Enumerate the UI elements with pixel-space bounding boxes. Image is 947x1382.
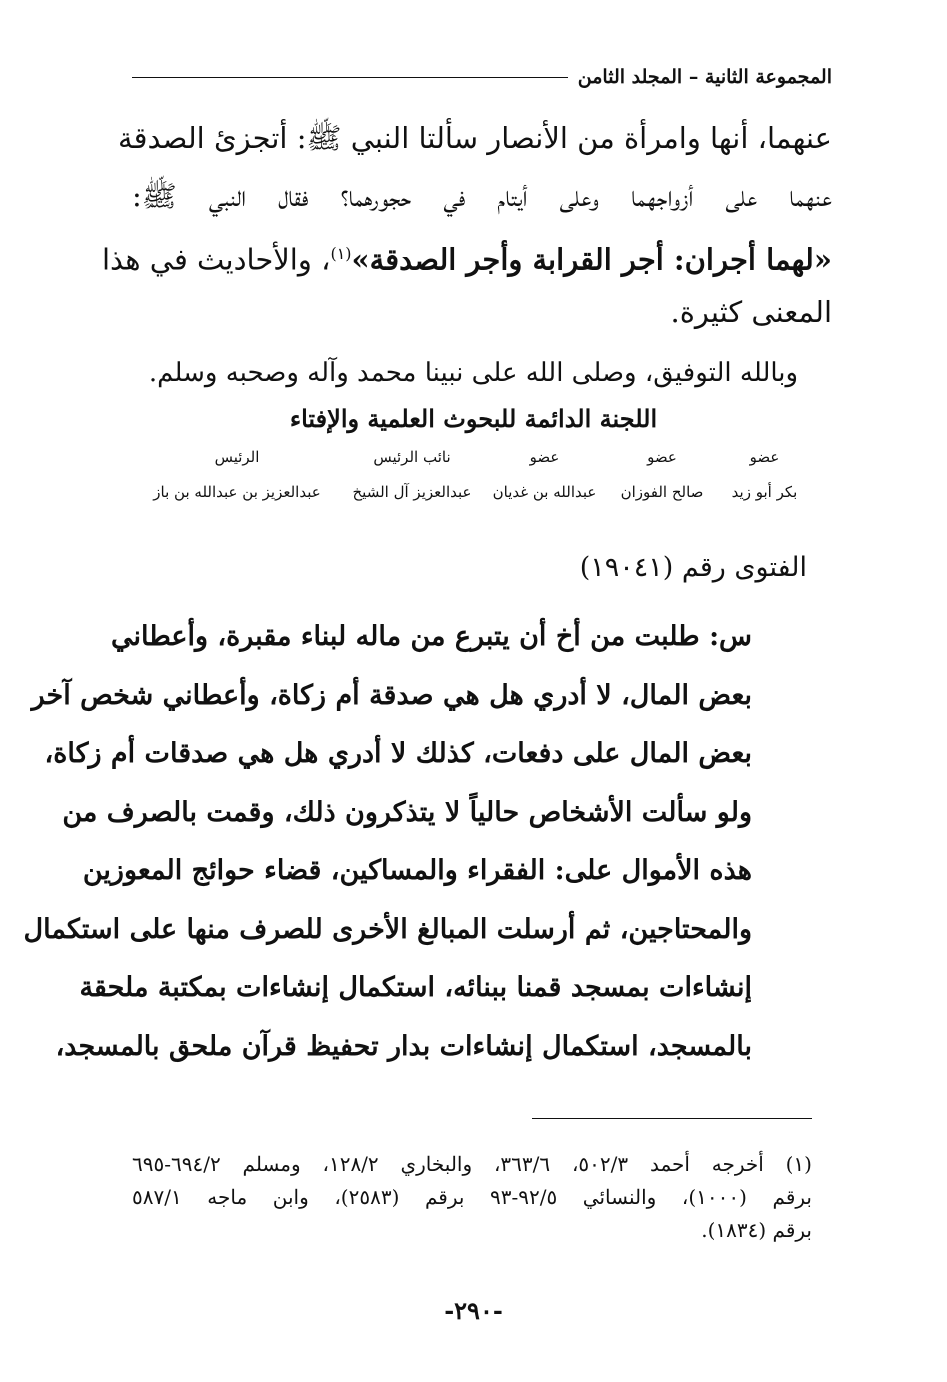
- question-line: ولو سألت الأشخاص حالياً لا يتذكرون ذلك، وقمت بالصرف من: [62, 796, 752, 828]
- member-role: عضو: [647, 448, 677, 466]
- member-name: عبدالله بن غديان: [492, 483, 597, 501]
- question-line: بعض المال، لا أدري هل هي صدقة أم زكاة، وأعطاني شخص آخر: [31, 679, 752, 711]
- fatwa-number: الفتوى رقم (١٩٠٤١): [579, 552, 807, 583]
- paragraph-text: ، والأحاديث في هذا: [101, 242, 331, 277]
- footnote-separator: [532, 1118, 812, 1119]
- page-number: -٢٩٠-: [444, 1296, 503, 1325]
- closing-formula: وبالله التوفيق، وصلى الله على نبينا محمد وآله وصحبه وسلم.: [148, 358, 799, 388]
- member-role: الرئيس: [214, 448, 260, 466]
- paragraph-line: عنهما، أنها وامرأة من الأنصار سألتا النبي ﷺ: أتجزئ الصدقة: [118, 121, 832, 155]
- committee-title: اللجنة الدائمة للبحوث العلمية والإفتاء: [289, 404, 658, 433]
- question-line: بالمسجد، استكمال إنشاءات بدار تحفيظ قرآن ملحق بالمسجد،: [55, 1030, 752, 1062]
- footnote-reference: (١): [330, 244, 352, 263]
- member-name: صالح الفوزان: [620, 483, 704, 501]
- running-head-title: المجموعة الثانية – المجلد الثامن: [577, 66, 832, 88]
- committee-names: [132, 483, 812, 501]
- prophetic-quote: «لهما أجران: أجر القرابة وأجر الصدقة»: [351, 242, 832, 277]
- member-role: عضو: [529, 448, 560, 466]
- question-line: س: طلبت من أخ أن يتبرع من ماله لبناء مقبرة، وأعطاني: [110, 621, 752, 652]
- member-role: نائب الرئيس: [373, 448, 451, 466]
- paragraph-line: المعنى كثيرة.: [670, 295, 832, 329]
- member-role: عضو: [749, 448, 780, 466]
- running-head: [132, 60, 832, 94]
- member-name: عبدالعزيز بن عبدالله بن باز: [153, 483, 321, 501]
- question-block: [23, 608, 752, 1076]
- question-line: إنشاءات بمسجد قمنا ببنائه، استكمال إنشاءات بمكتبة ملحقة: [79, 972, 752, 1003]
- running-head-rule: [132, 77, 568, 78]
- paragraph-line: عنهما على أزواجهما وعلى أيتام في حجورهما؟ فقال النبي ﷺ:: [132, 179, 832, 213]
- footnote: [132, 1148, 812, 1247]
- paragraph-line: [101, 225, 832, 283]
- question-line: والمحتاجين، ثم أرسلت المبالغ الأخرى للصرف منها على استكمال: [23, 913, 752, 945]
- member-name: عبدالعزيز آل الشيخ: [352, 483, 472, 501]
- hadith-paragraph: [101, 109, 832, 341]
- footnote-line: برقم (١٠٠٠)، والنسائي ٩٢/٥-٩٣ برقم (٢٥٨٣)، وابن ماجه ٥٨٧/١: [132, 1185, 812, 1209]
- question-line: هذه الأموال على: الفقراء والمساكين، قضاء حوائج المعوزين: [82, 855, 752, 886]
- footnote-line: برقم (١٨٣٤).: [701, 1218, 812, 1242]
- committee-roles: [132, 448, 812, 466]
- footnote-line: (١) أخرجه أحمد ٥٠٢/٣، ٣٦٣/٦، والبخاري ١٢٨/٢، ومسلم ٦٩٤/٢-٦٩٥: [132, 1152, 812, 1176]
- member-name: بكر أبو زيد: [731, 483, 798, 501]
- question-line: بعض المال على دفعات، كذلك لا أدري هل هي صدقات أم زكاة،: [44, 738, 752, 769]
